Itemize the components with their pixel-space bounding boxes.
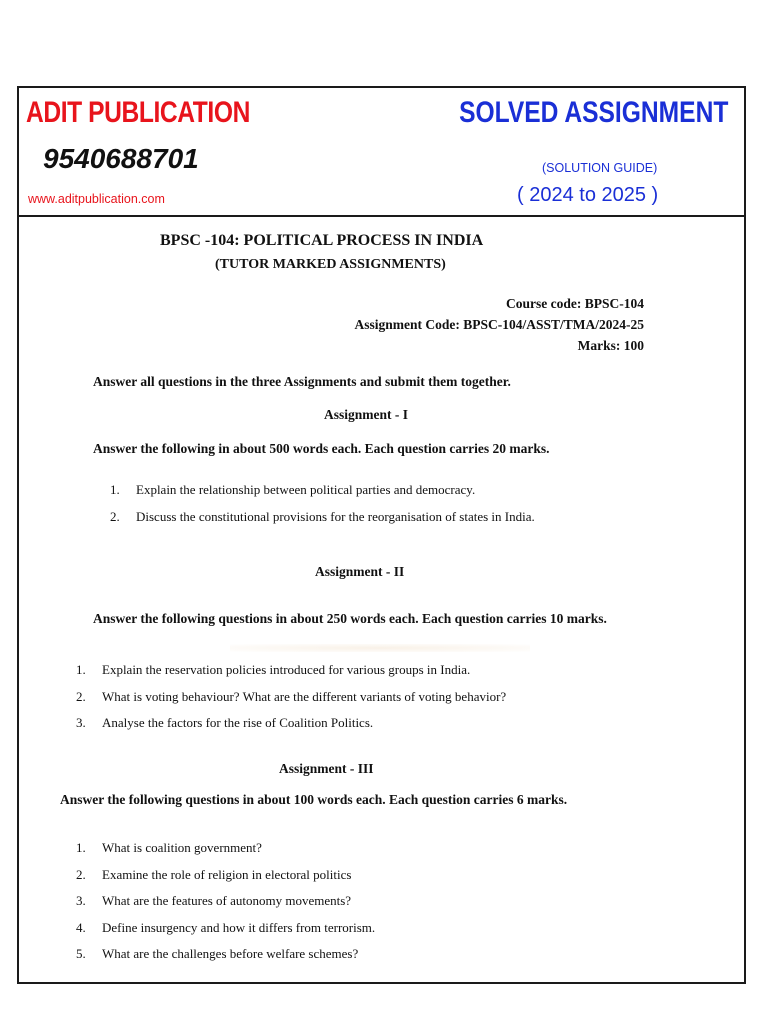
question-number: 3. xyxy=(76,715,86,730)
question-number: 3. xyxy=(76,893,86,908)
header-divider xyxy=(17,215,746,217)
assignment-heading: Assignment - II xyxy=(315,564,405,579)
solution-guide-label: (SOLUTION GUIDE) xyxy=(542,161,658,175)
question-text: Explain the reservation policies introduced for various groups in India. xyxy=(102,662,471,677)
assignment-heading: Assignment - III xyxy=(279,761,374,776)
question-text: Analyse the factors for the rise of Coalition Politics. xyxy=(102,715,374,730)
question-item xyxy=(76,946,375,973)
question-list xyxy=(110,482,535,535)
total-marks: Marks: 100 xyxy=(577,338,644,353)
question-number: 4. xyxy=(76,919,86,935)
publisher-website-link[interactable]: www.aditpublication.com xyxy=(28,192,165,206)
course-code: Course code: BPSC-104 xyxy=(506,296,644,311)
question-item xyxy=(76,893,375,920)
question-text: What is coalition government? xyxy=(102,840,262,855)
question-text: What are the features of autonomy movements? xyxy=(102,893,352,908)
document-type-title: SOLVED ASSIGNMENT xyxy=(458,96,728,129)
scan-smudge xyxy=(230,644,530,652)
question-item xyxy=(76,840,375,867)
assignment-heading: Assignment - I xyxy=(324,407,409,422)
assignment-instruction: Answer the following questions in about 100 words each. Each question carries 6 marks. xyxy=(60,792,568,807)
assignment-instruction: Answer the following in about 500 words each. Each question carries 20 marks. xyxy=(93,441,550,456)
question-text: Discuss the constitutional provisions for the reorganisation of states in India. xyxy=(136,508,535,524)
question-number: 2. xyxy=(110,508,120,524)
session-years: ( 2024 to 2025 ) xyxy=(517,184,659,206)
question-number: 1. xyxy=(110,482,120,497)
question-item xyxy=(76,867,375,894)
assignment-code: Assignment Code: BPSC-104/ASST/TMA/2024-25 xyxy=(354,317,644,332)
question-text: Examine the role of religion in electoral politics xyxy=(102,866,352,882)
question-number: 2. xyxy=(76,688,86,704)
question-number: 5. xyxy=(76,946,86,961)
question-item xyxy=(110,482,535,509)
question-item xyxy=(76,689,506,716)
question-item xyxy=(76,920,375,947)
question-item xyxy=(110,509,535,536)
question-text: Define insurgency and how it differs from terrorism. xyxy=(102,919,376,935)
publisher-phone: 9540688701 xyxy=(43,143,199,174)
question-text: Explain the relationship between political parties and democracy. xyxy=(136,482,476,497)
question-list xyxy=(76,662,506,742)
question-item xyxy=(76,662,506,689)
assignment-instruction: Answer the following questions in about 250 words each. Each question carries 10 marks. xyxy=(93,611,607,626)
question-text: What is voting behaviour? What are the different variants of voting behavior? xyxy=(102,688,507,704)
question-text: What are the challenges before welfare schemes? xyxy=(102,946,359,961)
question-number: 2. xyxy=(76,866,86,882)
question-item xyxy=(76,715,506,742)
publisher-name: ADIT PUBLICATION xyxy=(26,96,250,129)
course-subtitle: (TUTOR MARKED ASSIGNMENTS) xyxy=(215,257,446,272)
question-number: 1. xyxy=(76,840,86,855)
question-list xyxy=(76,840,375,973)
general-instruction: Answer all questions in the three Assignments and submit them together. xyxy=(93,374,511,389)
question-number: 1. xyxy=(76,662,86,677)
course-title: BPSC -104: POLITICAL PROCESS IN INDIA xyxy=(160,232,484,249)
